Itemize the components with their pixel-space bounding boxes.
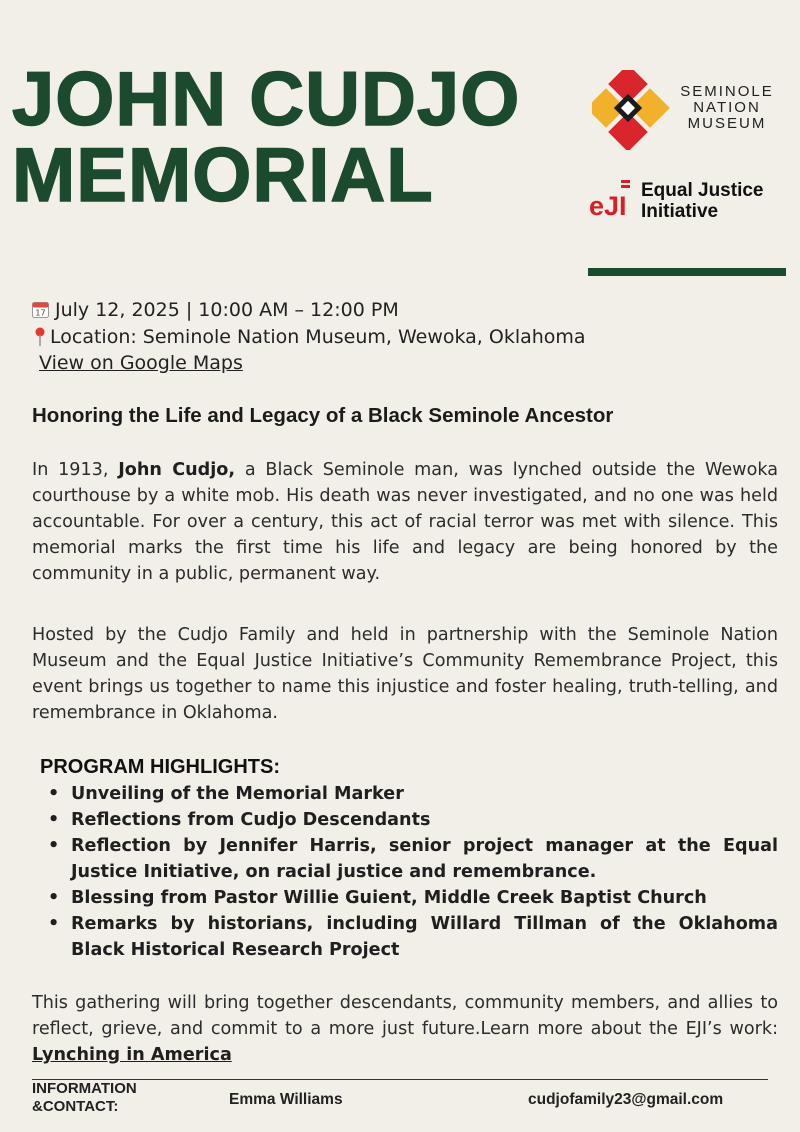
- footer-divider: [32, 1079, 768, 1080]
- eji-mark-bar-1: [621, 180, 630, 183]
- contact-name: Emma Williams: [229, 1091, 343, 1108]
- program-item: • Remarks by historians, including Willard Tillman of the Oklahoma Black Historical Research Project: [48, 911, 778, 963]
- footer-label-line-1: INFORMATION: [32, 1080, 137, 1097]
- seminole-logo-line-2: NATION: [693, 99, 761, 116]
- seminole-logo-line-1: SEMINOLE: [680, 83, 774, 100]
- program-item: • Unveiling of the Memorial Marker: [48, 781, 778, 807]
- contact-email[interactable]: cudjofamily23@gmail.com: [528, 1091, 724, 1108]
- program-item: • Reflections from Cudjo Descendants: [48, 807, 778, 833]
- intro-suffix: a Black Seminole man, was lynched outside the Wewoka courthouse by a white mob. His death was never investigated, and no one was held accountable. For over a century, this act of racial terror was met with silence. This memorial marks the first time his life and legacy are being honored by the community in a public, permanent way.: [32, 460, 778, 584]
- footer-label: [32, 1080, 137, 1116]
- program-item: • Blessing from Pastor Willie Guient, Middle Creek Baptist Church: [48, 885, 778, 911]
- accent-bar: [588, 268, 786, 276]
- event-date: [32, 299, 399, 321]
- closing-text: This gathering will bring together descendants, community members, and allies to reflect, grieve, and commit to a more just future.Learn more about the EJI’s work:: [32, 993, 778, 1039]
- event-location: [32, 326, 586, 348]
- map-pin-icon: [34, 327, 46, 346]
- eji-mark-bar-2: [621, 185, 630, 188]
- eji-logo-text: [641, 180, 791, 222]
- intro-name: John Cudjo,: [118, 460, 236, 480]
- google-maps-link[interactable]: View on Google Maps: [39, 352, 243, 374]
- event-location-text: Location: Seminole Nation Museum, Wewoka, Oklahoma: [50, 326, 586, 348]
- eji-logo-mark: [588, 180, 638, 218]
- program-title: PROGRAM HIGHLIGHTS:: [40, 756, 280, 778]
- partnership-paragraph: Hosted by the Cudjo Family and held in partnership with the Seminole Nation Museum and the Equal Justice Initiative’s Community Remembrance Project, this event brings us together to name this injustice and foster healing, truth-telling, and remembrance in Oklahoma.: [32, 625, 778, 723]
- seminole-logo-line-3: MUSEUM: [687, 115, 767, 132]
- page-title: [12, 57, 592, 218]
- footer-label-line-2: &CONTACT:: [32, 1098, 119, 1115]
- eji-mark-text: eJI: [589, 191, 627, 218]
- title-line-2: MEMORIAL: [12, 133, 434, 218]
- intro-paragraph: [32, 457, 778, 587]
- eji-logo-line-2: Initiative: [641, 201, 719, 222]
- svg-text:17: 17: [35, 308, 46, 318]
- calendar-icon: [32, 301, 49, 318]
- section-heading: Honoring the Life and Legacy of a Black Seminole Ancestor: [32, 404, 614, 427]
- title-line-1: JOHN CUDJO: [12, 57, 521, 142]
- program-item: • Reflection by Jennifer Harris, senior project manager at the Equal Justice Initiative, on racial justice and remembrance.: [48, 833, 778, 885]
- event-date-text: July 12, 2025 | 10:00 AM – 12:00 PM: [55, 299, 399, 321]
- lynching-in-america-link[interactable]: Lynching in America: [32, 1045, 232, 1065]
- eji-logo-line-1: Equal Justice: [641, 180, 764, 201]
- seminole-logo-text: [672, 84, 782, 132]
- closing-paragraph: [32, 990, 778, 1068]
- program-list: [48, 781, 778, 963]
- intro-prefix: In 1913,: [32, 460, 119, 480]
